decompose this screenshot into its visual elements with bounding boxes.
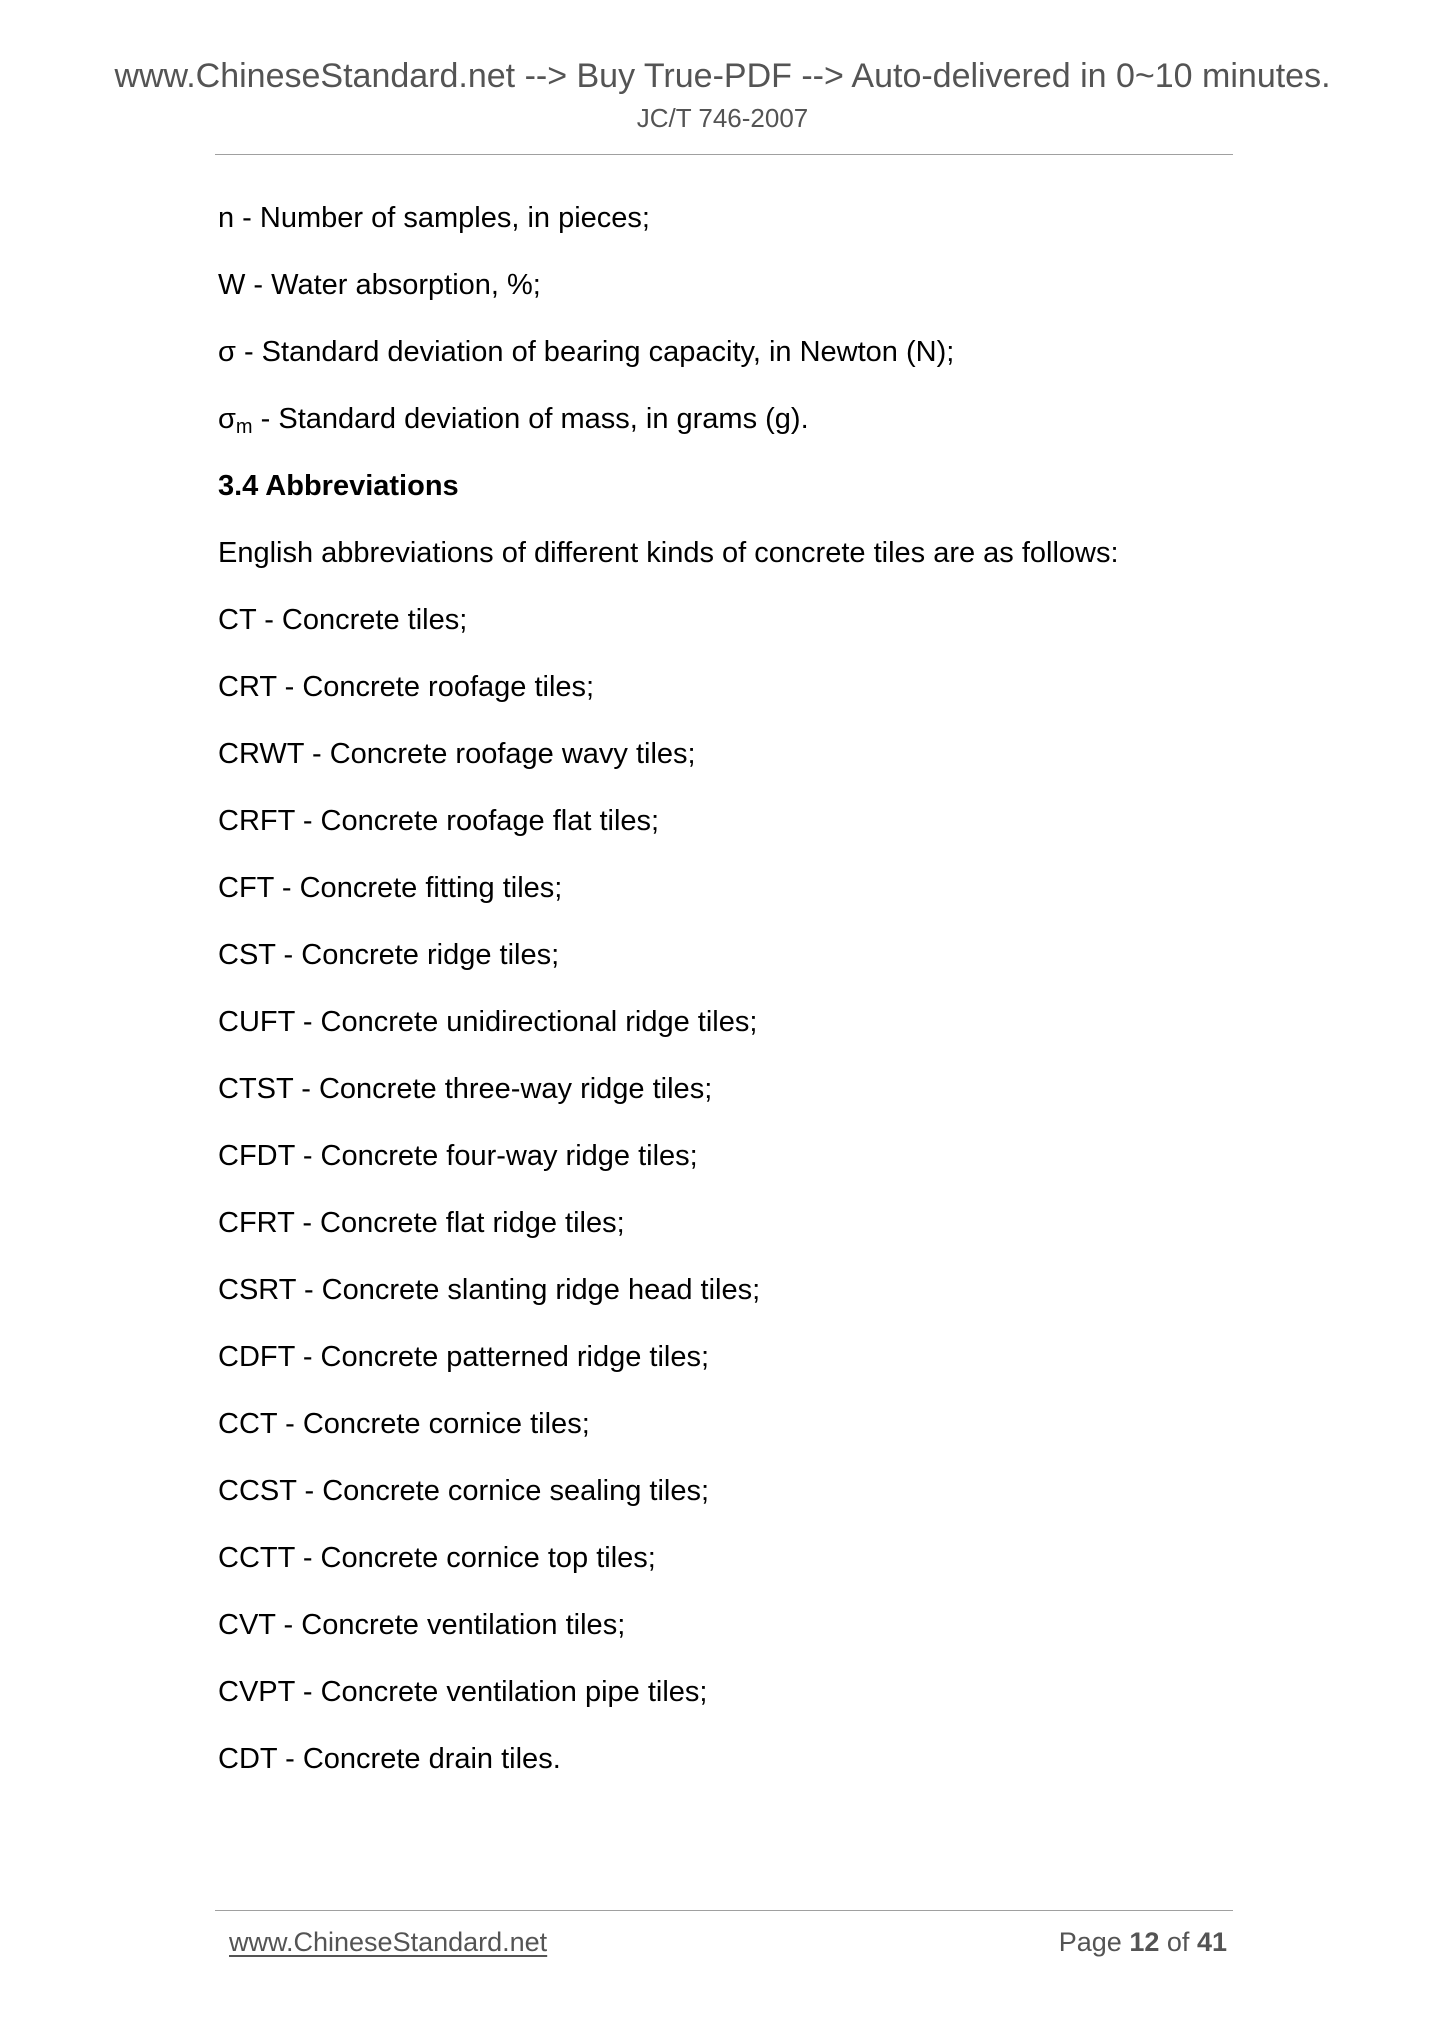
abbreviation-item: CCT - Concrete cornice tiles; — [218, 1408, 590, 1440]
symbol-sigma-m — [218, 402, 809, 444]
abbreviation-item: CVPT - Concrete ventilation pipe tiles; — [218, 1676, 708, 1708]
abbreviation-item: CUFT - Concrete unidirectional ridge tiles; — [218, 1006, 758, 1038]
section-heading: 3.4 Abbreviations — [218, 470, 459, 502]
page-label: Page — [1058, 1927, 1122, 1957]
abbreviation-item: CTST - Concrete three-way ridge tiles; — [218, 1073, 713, 1105]
sigma-subscript: m — [235, 416, 253, 438]
abbreviation-item: CST - Concrete ridge tiles; — [218, 939, 560, 971]
abbreviation-item: CFDT - Concrete four-way ridge tiles; — [218, 1140, 698, 1172]
sigma-glyph: σ — [218, 403, 236, 435]
page-indicator — [1059, 1927, 1227, 1958]
sigma-m-description: - Standard deviation of mass, in grams (g). — [252, 403, 809, 435]
section-intro: English abbreviations of different kinds of concrete tiles are as follows: — [218, 537, 1119, 569]
abbreviation-item: CDFT - Concrete patterned ridge tiles; — [218, 1341, 710, 1373]
abbreviation-item: CRWT - Concrete roofage wavy tiles; — [218, 738, 696, 770]
page-of: of — [1166, 1927, 1190, 1957]
abbreviation-item: CFRT - Concrete flat ridge tiles; — [218, 1207, 625, 1239]
header-banner: www.ChineseStandard.net --> Buy True-PDF --> Auto-delivered in 0~10 minutes. — [114, 57, 1331, 95]
abbreviation-item: CDT - Concrete drain tiles. — [218, 1743, 561, 1775]
footer-divider — [215, 1910, 1233, 1911]
abbreviation-item: CRFT - Concrete roofage flat tiles; — [218, 805, 660, 837]
abbreviation-item: CVT - Concrete ventilation tiles; — [218, 1609, 626, 1641]
abbreviation-item: CT - Concrete tiles; — [218, 604, 468, 636]
symbol-sigma: σ - Standard deviation of bearing capacity, in Newton (N); — [218, 336, 955, 368]
page-number: 12 — [1129, 1927, 1160, 1957]
header-divider — [215, 154, 1233, 155]
page-total: 41 — [1196, 1927, 1227, 1957]
abbreviation-item: CRT - Concrete roofage tiles; — [218, 671, 595, 703]
symbol-w: W - Water absorption, %; — [218, 269, 541, 301]
standard-code: JC/T 746-2007 — [636, 103, 809, 133]
abbreviation-item: CCTT - Concrete cornice top tiles; — [218, 1542, 656, 1574]
symbol-n: n - Number of samples, in pieces; — [218, 202, 650, 234]
abbreviation-item: CCST - Concrete cornice sealing tiles; — [218, 1475, 710, 1507]
abbreviation-item: CFT - Concrete fitting tiles; — [218, 872, 563, 904]
footer-website-link[interactable]: www.ChineseStandard.net — [229, 1927, 548, 1957]
abbreviation-item: CSRT - Concrete slanting ridge head tiles; — [218, 1274, 761, 1306]
